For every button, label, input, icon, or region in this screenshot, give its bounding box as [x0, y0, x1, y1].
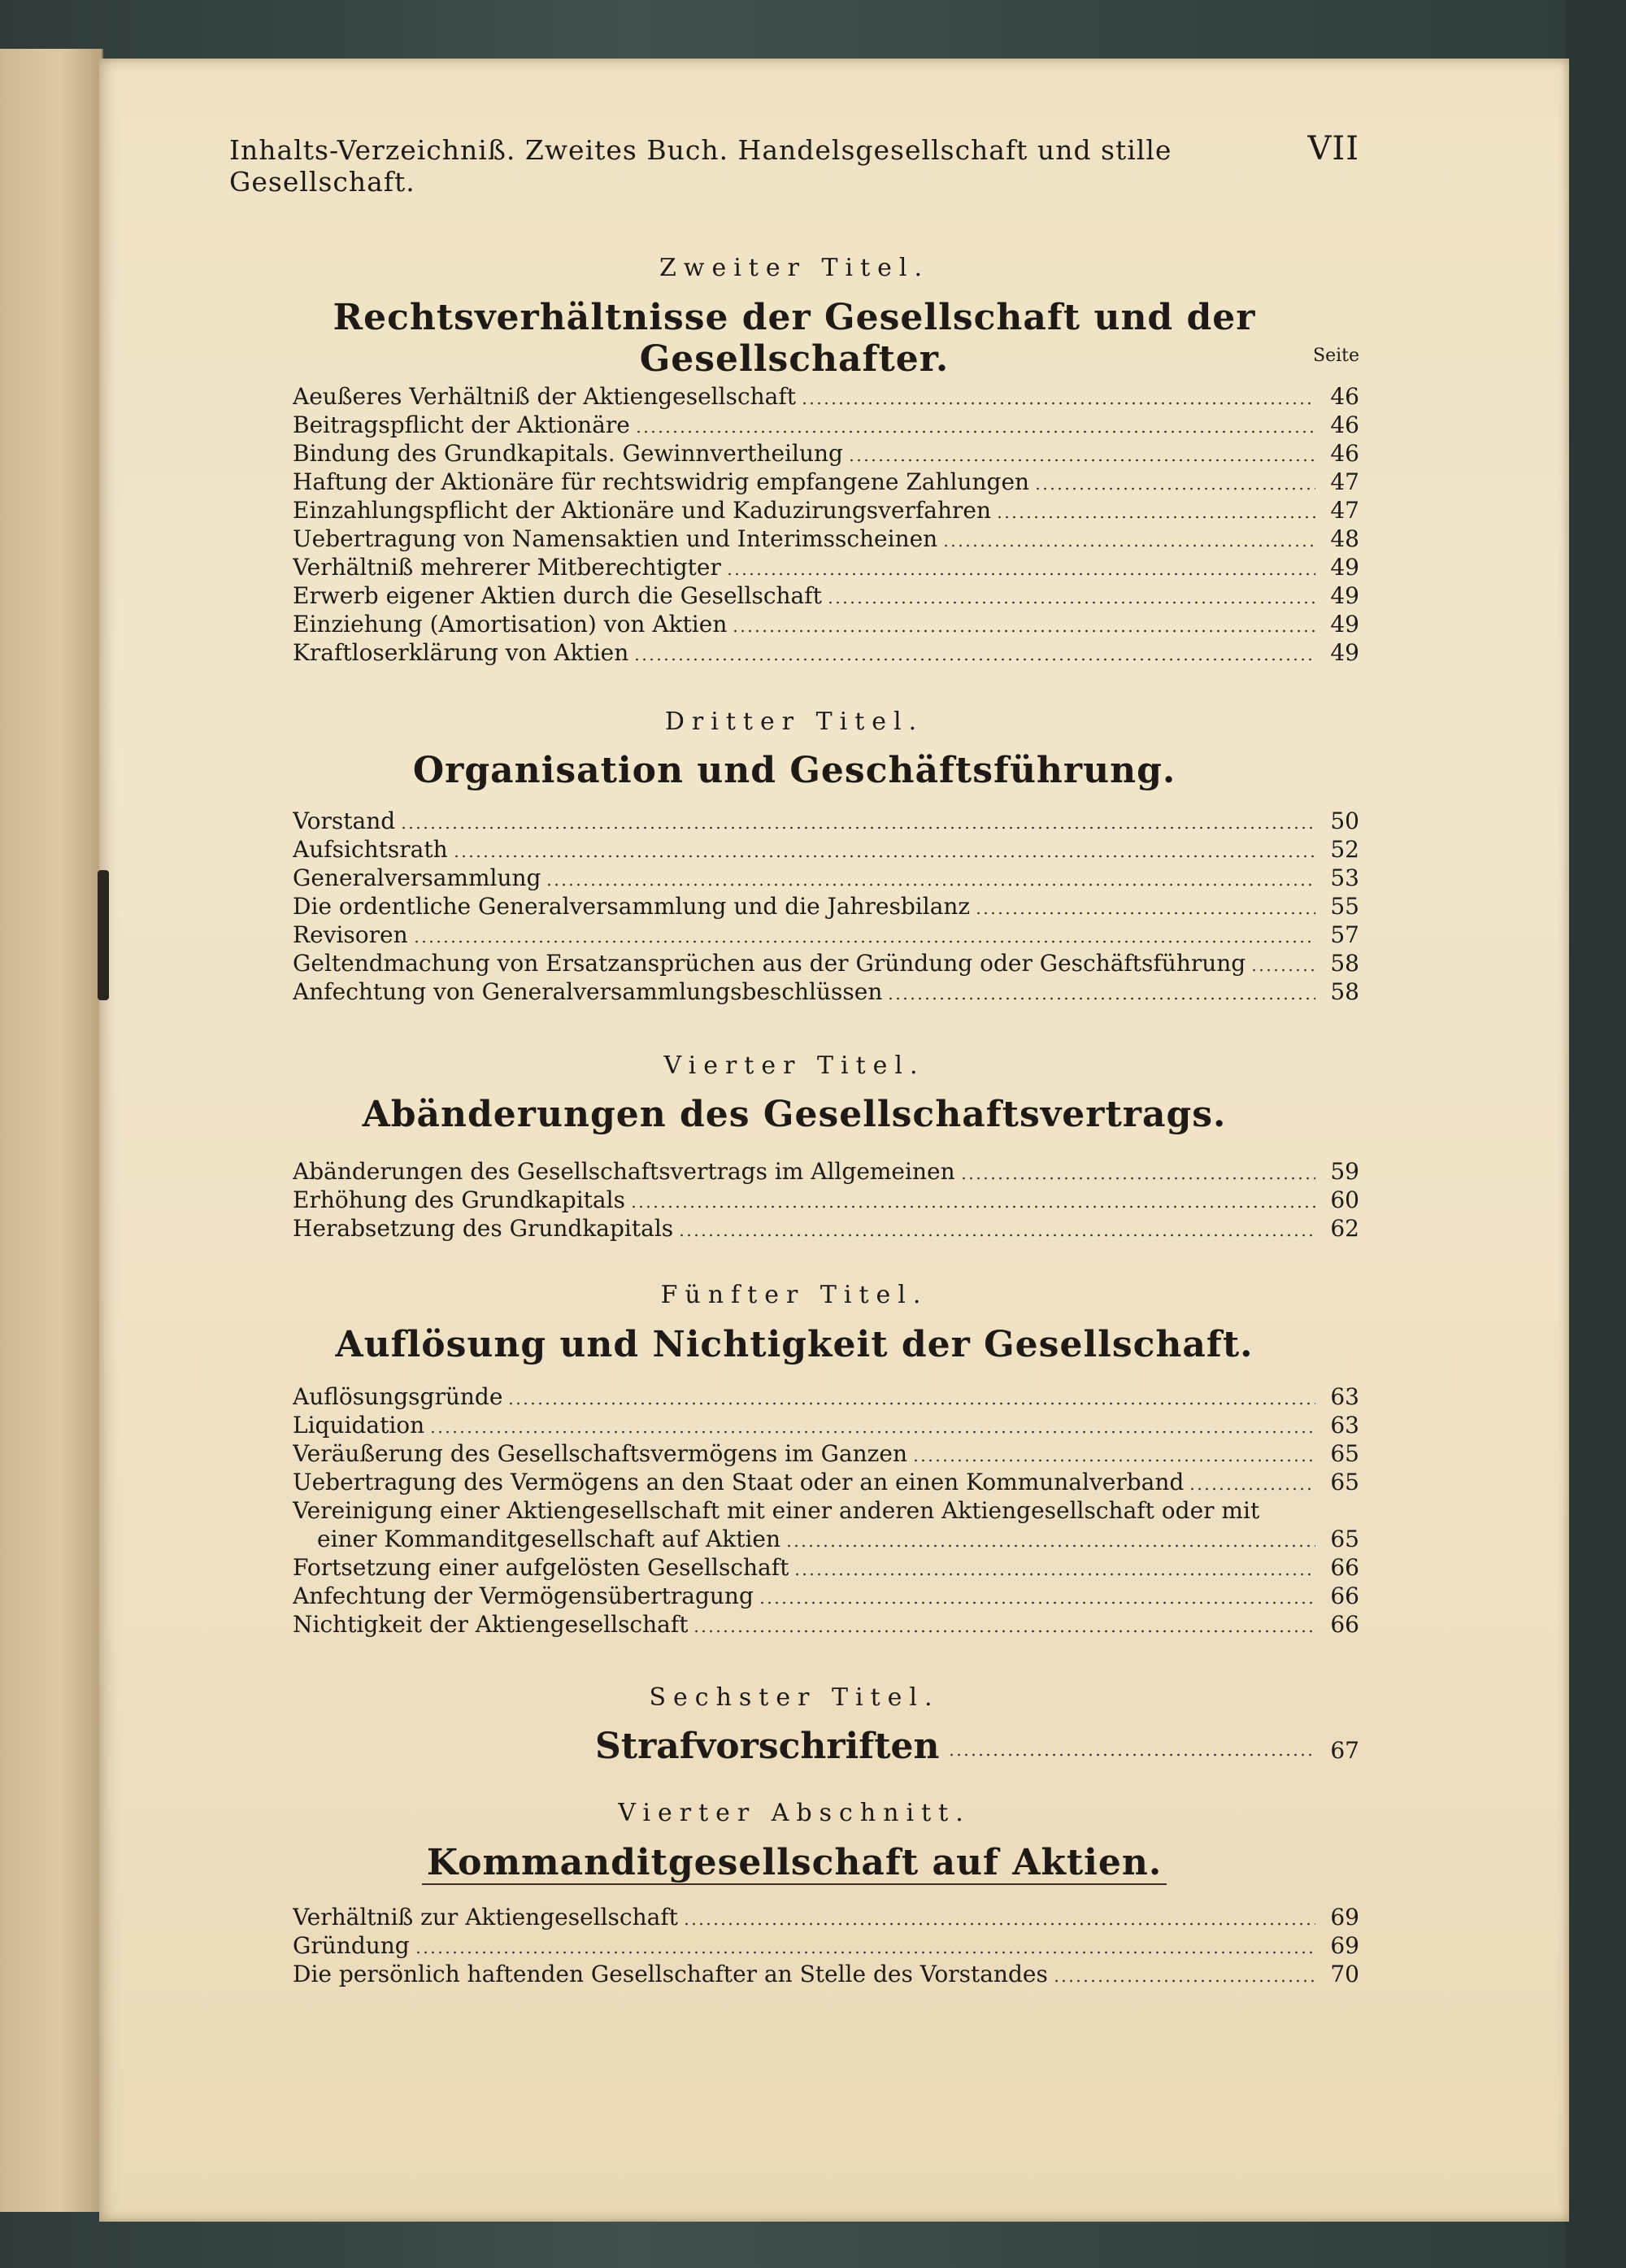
toc-entry-page: 69 — [1330, 1904, 1359, 1931]
section-label: Zweiter Titel. — [659, 254, 930, 282]
toc-entry — [293, 1411, 1359, 1439]
toc-entry-text: Erwerb eigener Aktien durch die Gesellschaft — [293, 582, 822, 609]
toc-entry — [293, 1214, 1359, 1243]
dot-leader — [732, 629, 1315, 633]
toc-entry — [293, 610, 1359, 638]
toc-entry-text-continued: einer Kommanditgesellschaft auf Aktien — [317, 1526, 781, 1552]
toc-entry — [293, 581, 1359, 610]
dot-leader — [635, 430, 1315, 433]
running-head-text: Inhalts-Verzeichniß. Zweites Buch. Handelsgesellschaft und stille Gesellschaft. — [229, 134, 1172, 198]
toc-entry — [293, 1553, 1359, 1582]
section-label: Vierter Abschnitt. — [618, 1799, 971, 1827]
toc-entry-page: 49 — [1330, 554, 1359, 581]
toc-entry-text: Liquidation — [293, 1412, 425, 1439]
toc-entry-text: Kraftloserklärung von Aktien — [293, 639, 629, 666]
toc-entry-text: Einzahlungspflicht der Aktionäre und Kaduzirungsverfahren — [293, 497, 992, 524]
toc-list — [293, 1903, 1359, 1988]
toc-entry-page: 67 — [1330, 1737, 1359, 1764]
dot-leader — [507, 1402, 1315, 1405]
toc-entry-text: Gründung — [293, 1932, 410, 1959]
toc-entry-text: Uebertragung des Vermögens an den Staat oder an einen Kommunalverband — [293, 1469, 1185, 1495]
dot-leader — [785, 1544, 1315, 1548]
toc-entry — [293, 892, 1359, 921]
dot-leader — [400, 826, 1315, 829]
toc-entry — [293, 1468, 1359, 1496]
toc-entry-page: 47 — [1330, 468, 1359, 495]
toc-entry-text: Erhöhung des Grundkapitals — [293, 1186, 625, 1213]
dot-leader — [453, 855, 1315, 858]
dot-leader — [960, 1177, 1315, 1180]
running-head — [229, 130, 1359, 198]
toc-entry — [293, 1186, 1359, 1214]
dot-leader — [1250, 969, 1315, 972]
toc-entry-text: Revisoren — [293, 921, 408, 948]
dot-leader — [1189, 1487, 1315, 1491]
toc-list — [293, 1382, 1359, 1639]
toc-entry — [293, 1439, 1359, 1468]
dot-leader — [887, 997, 1315, 1000]
toc-entry-page: 70 — [1330, 1961, 1359, 1987]
toc-entry-text: Aeußeres Verhältniß der Aktiengesellschaft — [293, 383, 796, 410]
toc-entry-text: Anfechtung von Generalversammlungsbeschlüssen — [293, 978, 883, 1005]
dot-leader — [793, 1573, 1315, 1576]
toc-entry-page: 66 — [1330, 1582, 1359, 1609]
dot-leader — [726, 572, 1315, 576]
section-title-wrapper — [229, 1842, 1359, 1883]
toc-entry — [293, 468, 1359, 496]
toc-entry-page: 47 — [1330, 497, 1359, 524]
dot-leader — [948, 1753, 1313, 1757]
toc-entry-page: 66 — [1330, 1554, 1359, 1581]
toc-list — [293, 382, 1359, 667]
toc-entry-page: 60 — [1330, 1186, 1359, 1213]
toc-entry — [293, 1382, 1359, 1411]
dot-leader — [1053, 1979, 1315, 1983]
toc-entry-text: Anfechtung der Vermögensübertragung — [293, 1582, 754, 1609]
toc-entry-page: 49 — [1330, 582, 1359, 609]
toc-entry — [293, 411, 1359, 439]
section-title: Auflösung und Nichtigkeit der Gesellschaft. — [335, 1324, 1254, 1365]
toc-entry — [293, 1903, 1359, 1931]
toc-entry-text: Abänderungen des Gesellschaftsvertrags im Allgemeinen — [293, 1158, 955, 1185]
dot-leader — [848, 459, 1315, 462]
toc-entry — [293, 496, 1359, 525]
dot-leader — [975, 912, 1315, 915]
toc-entry — [293, 949, 1359, 977]
toc-entry-page: 63 — [1330, 1383, 1359, 1410]
toc-entry-page: 46 — [1330, 383, 1359, 410]
dot-leader — [693, 1630, 1315, 1633]
toc-entry-page: 46 — [1330, 440, 1359, 467]
dot-leader — [827, 601, 1315, 604]
toc-entry-text: Uebertragung von Namensaktien und Interimsscheinen — [293, 525, 938, 552]
toc-entry-text: Generalversammlung — [293, 864, 541, 891]
section-title: Kommanditgesellschaft auf Aktien. — [422, 1842, 1167, 1885]
dot-leader — [678, 1234, 1315, 1237]
toc-entry-text: Vorstand — [293, 808, 396, 834]
dot-leader — [759, 1601, 1315, 1604]
toc-entry-page: 49 — [1330, 611, 1359, 638]
section-label: Sechster Titel. — [649, 1683, 940, 1712]
dot-leader — [630, 1205, 1315, 1208]
toc-entry-text: Geltendmachung von Ersatzansprüchen aus der Gründung oder Geschäftsführung — [293, 950, 1246, 977]
section-title: Rechtsverhältnisse der Gesellschaft und der Gesellschafter. — [333, 297, 1256, 380]
toc-entry — [293, 439, 1359, 468]
toc-entry — [293, 553, 1359, 581]
toc-entry-text: Bindung des Grundkapitals. Gewinnvertheilung — [293, 440, 843, 467]
toc-entry-page: 59 — [1330, 1158, 1359, 1185]
toc-entry-text: Verhältniß zur Aktiengesellschaft — [293, 1904, 678, 1931]
dot-leader — [429, 1430, 1315, 1434]
section-title: Organisation und Geschäftsführung. — [412, 750, 1176, 791]
toc-entry — [293, 1960, 1359, 1988]
section-title: Abänderungen des Gesellschaftsvertrags. — [362, 1094, 1227, 1135]
toc-entry-page: 69 — [1330, 1932, 1359, 1959]
toc-entry-text: Die persönlich haftenden Gesellschafter an Stelle des Vorstandes — [293, 1961, 1048, 1987]
toc-entry-page: 63 — [1330, 1412, 1359, 1439]
toc-entry — [293, 864, 1359, 892]
toc-entry-text: Haftung der Aktionäre für rechtswidrig empfangene Zahlungen — [293, 468, 1030, 495]
page-folio: VII — [1307, 130, 1359, 168]
toc-entry-text: Aufsichtsrath — [293, 836, 448, 863]
toc-entry-page: 49 — [1330, 639, 1359, 666]
seite-label: Seite — [1313, 346, 1359, 366]
toc-entry-text: Einziehung (Amortisation) von Aktien — [293, 611, 728, 638]
toc-entry — [293, 1931, 1359, 1960]
toc-entry-page: 58 — [1330, 978, 1359, 1005]
toc-entry-page: 58 — [1330, 950, 1359, 977]
dot-leader — [413, 940, 1315, 943]
left-page-edge — [0, 49, 103, 2212]
toc-entry-text: Herabsetzung des Grundkapitals — [293, 1215, 674, 1242]
toc-entry — [293, 1496, 1359, 1553]
toc-entry-text: Beitragspflicht der Aktionäre — [293, 411, 630, 438]
section-label: Dritter Titel. — [664, 707, 924, 736]
toc-entry-page: 62 — [1330, 1215, 1359, 1242]
toc-entry-page: 66 — [1330, 1611, 1359, 1638]
toc-entry-text: Vereinigung einer Aktiengesellschaft mit einer anderen Aktiengesellschaft oder mit — [293, 1497, 1260, 1524]
toc-entry-text: Veräußerung des Gesellschaftsvermögens im Ganzen — [293, 1440, 908, 1467]
dot-leader — [415, 1951, 1315, 1954]
toc-entry — [229, 1726, 1359, 1767]
toc-entry — [293, 638, 1359, 667]
dot-leader — [942, 544, 1315, 547]
toc-entry — [293, 1157, 1359, 1186]
toc-entry — [293, 1582, 1359, 1610]
section-label: Fünfter Titel. — [660, 1281, 928, 1309]
toc-entry — [293, 382, 1359, 411]
toc-entry-page: 48 — [1330, 525, 1359, 552]
dot-leader — [996, 516, 1315, 519]
dot-leader — [683, 1922, 1315, 1926]
toc-entry — [293, 1610, 1359, 1639]
toc-entry-page: 65 — [1330, 1469, 1359, 1495]
toc-entry-page: 57 — [1330, 921, 1359, 948]
toc-entry — [293, 835, 1359, 864]
toc-entry-page: 50 — [1330, 808, 1359, 834]
toc-entry — [293, 921, 1359, 949]
dot-leader — [912, 1459, 1315, 1462]
toc-entry-text: Auflösungsgründe — [293, 1383, 503, 1410]
toc-entry — [293, 807, 1359, 835]
dot-leader — [1034, 487, 1315, 490]
section-title: Strafvorschriften — [595, 1726, 940, 1767]
toc-entry — [293, 525, 1359, 553]
dot-leader — [546, 883, 1315, 886]
toc-entry-page: 55 — [1330, 893, 1359, 920]
toc-list — [293, 807, 1359, 1006]
book-cover-edge — [1565, 0, 1626, 2268]
toc-entry-page: 46 — [1330, 411, 1359, 438]
toc-entry-page: 65 — [1330, 1526, 1359, 1552]
toc-entry-page: 65 — [1330, 1440, 1359, 1467]
toc-entry-text: Fortsetzung einer aufgelösten Gesellschaft — [293, 1554, 789, 1581]
toc-entry-text: Verhältniß mehrerer Mitberechtigter — [293, 554, 721, 581]
binding-mark — [98, 870, 109, 1000]
toc-list — [293, 1157, 1359, 1243]
dot-leader — [801, 402, 1315, 405]
toc-entry-text: Nichtigkeit der Aktiengesellschaft — [293, 1611, 689, 1638]
toc-entry — [293, 977, 1359, 1006]
dot-leader — [633, 658, 1315, 661]
toc-entry-page: 53 — [1330, 864, 1359, 891]
toc-entry-page: 52 — [1330, 836, 1359, 863]
section-label: Vierter Titel. — [663, 1051, 925, 1080]
toc-entry-text: Die ordentliche Generalversammlung und die Jahresbilanz — [293, 893, 971, 920]
